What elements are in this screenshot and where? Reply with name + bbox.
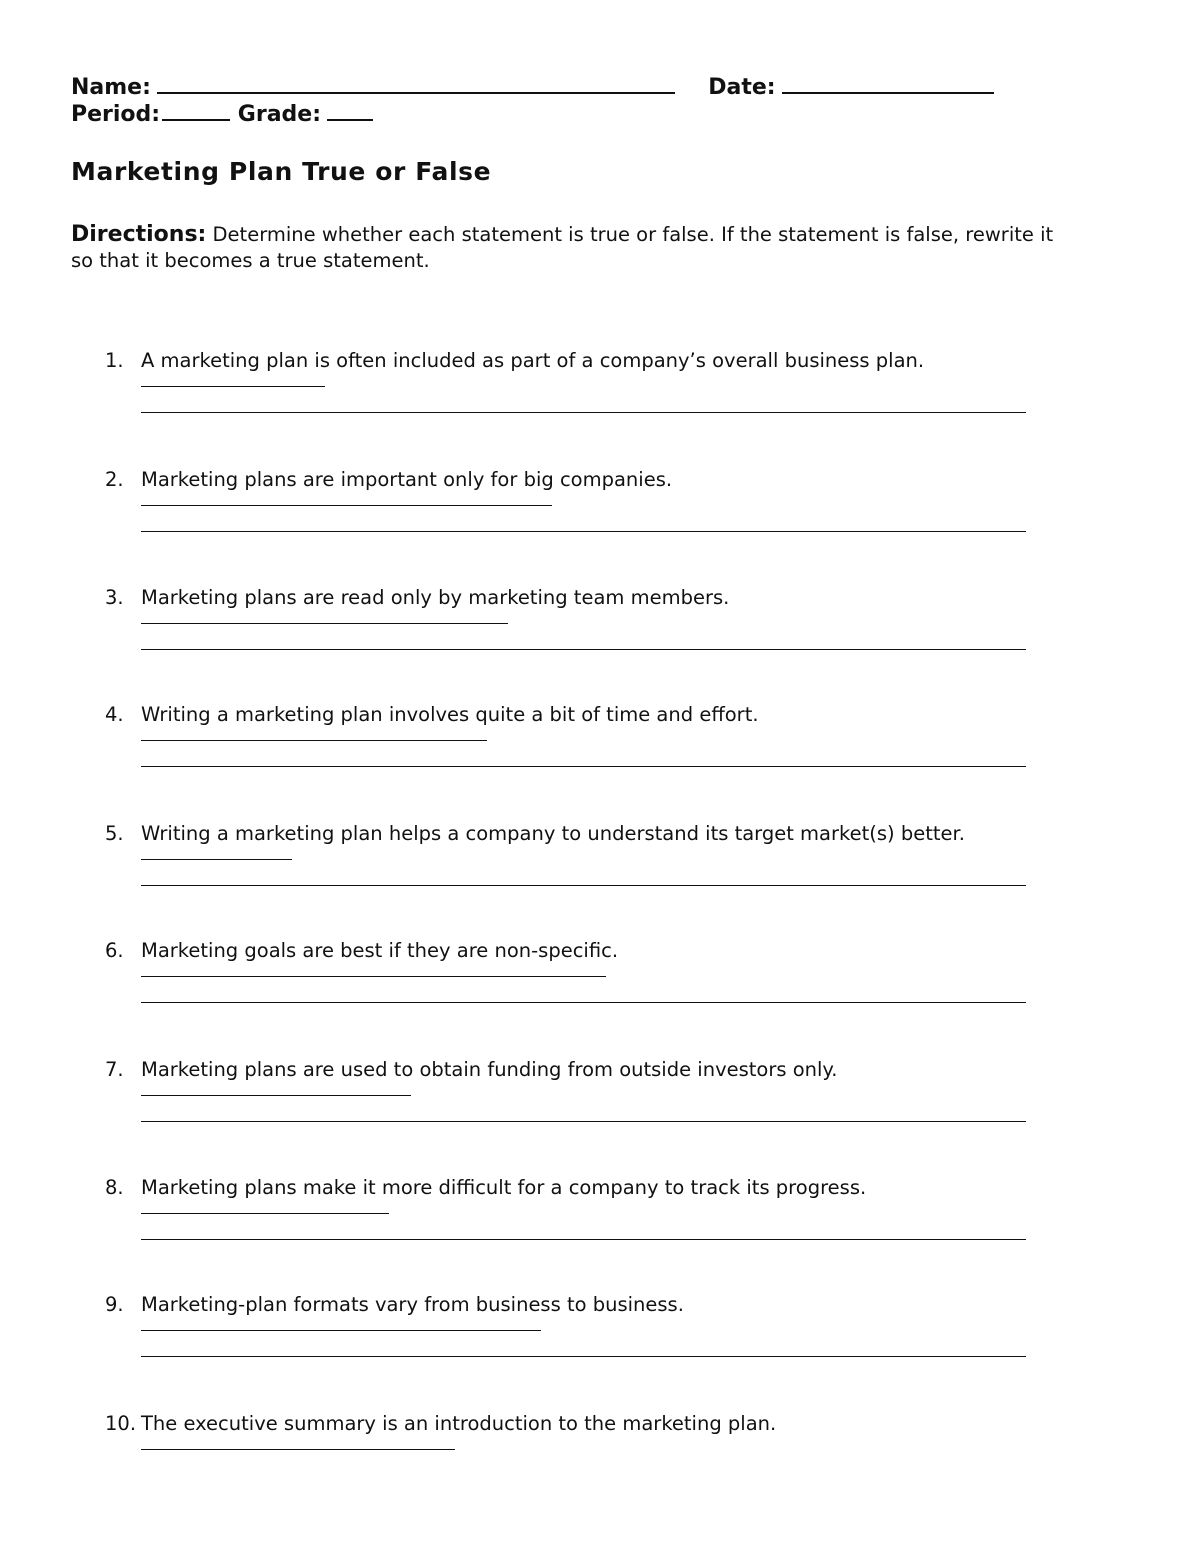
question-number: 6.: [105, 939, 124, 962]
answer-line-true-false: [141, 623, 508, 624]
name-label: Name:: [71, 75, 151, 100]
date-label: Date:: [708, 75, 776, 100]
question-text: Writing a marketing plan helps a company to understand its target market(s) better.: [141, 822, 965, 845]
question-item: [0, 1175, 1200, 1275]
question-item: [0, 821, 1200, 921]
answer-line-true-false: [141, 859, 292, 860]
question-number: 3.: [105, 586, 124, 609]
question-text: Marketing plans are read only by marketing team members.: [141, 586, 730, 609]
question-number: 5.: [105, 822, 124, 845]
question-item: [0, 1057, 1200, 1157]
answer-line-rewrite: [141, 885, 1026, 886]
grade-label: Grade:: [237, 102, 322, 127]
answer-line-rewrite: [141, 766, 1026, 767]
directions-text: Determine whether each statement is true or false. If the statement is false, rewrite it so that it becomes a true statement.: [71, 223, 1054, 272]
question-number: 7.: [105, 1058, 124, 1081]
question-number: 4.: [105, 703, 124, 726]
answer-line-true-false: [141, 740, 487, 741]
answer-line-true-false: [141, 1095, 411, 1096]
grade-blank: [327, 99, 373, 121]
question-item: [0, 938, 1200, 1038]
answer-line-true-false: [141, 1449, 455, 1450]
question-text: Marketing plans are used to obtain funding from outside investors only.: [141, 1058, 838, 1081]
question-item: [0, 348, 1200, 448]
question-number: 9.: [105, 1293, 124, 1316]
answer-line-rewrite: [141, 531, 1026, 532]
answer-line-true-false: [141, 1330, 541, 1331]
answer-line-true-false: [141, 1213, 389, 1214]
question-text: The executive summary is an introduction to the marketing plan.: [141, 1412, 777, 1435]
date-blank: [782, 72, 994, 94]
question-number: 10.: [105, 1412, 137, 1435]
question-item: [0, 1292, 1200, 1392]
answer-line-rewrite: [141, 1356, 1026, 1357]
answer-line-rewrite: [141, 412, 1026, 413]
answer-line-rewrite: [141, 649, 1026, 650]
answer-line-true-false: [141, 386, 325, 387]
answer-line-rewrite: [141, 1002, 1026, 1003]
period-grade-row: [71, 99, 373, 128]
name-date-row: [71, 72, 994, 101]
directions-label: Directions:: [71, 222, 207, 247]
question-number: 1.: [105, 349, 124, 372]
question-text: Marketing-plan formats vary from business to business.: [141, 1293, 684, 1316]
period-blank: [162, 99, 230, 121]
question-text: Marketing plans make it more difficult for a company to track its progress.: [141, 1176, 867, 1199]
question-text: Marketing plans are important only for big companies.: [141, 468, 673, 491]
answer-line-rewrite: [141, 1239, 1026, 1240]
question-item: [0, 1411, 1200, 1511]
question-item: [0, 585, 1200, 685]
question-number: 8.: [105, 1176, 124, 1199]
directions: [71, 222, 1071, 274]
name-blank: [157, 72, 675, 94]
question-number: 2.: [105, 468, 124, 491]
question-text: Marketing goals are best if they are non-specific.: [141, 939, 619, 962]
period-label: Period:: [71, 102, 161, 127]
page-title: Marketing Plan True or False: [71, 157, 492, 186]
answer-line-rewrite: [141, 1121, 1026, 1122]
answer-line-true-false: [141, 976, 606, 977]
question-item: [0, 467, 1200, 567]
question-text: Writing a marketing plan involves quite a bit of time and effort.: [141, 703, 759, 726]
question-text: A marketing plan is often included as part of a company’s overall business plan.: [141, 349, 925, 372]
answer-line-true-false: [141, 505, 552, 506]
question-item: [0, 702, 1200, 802]
